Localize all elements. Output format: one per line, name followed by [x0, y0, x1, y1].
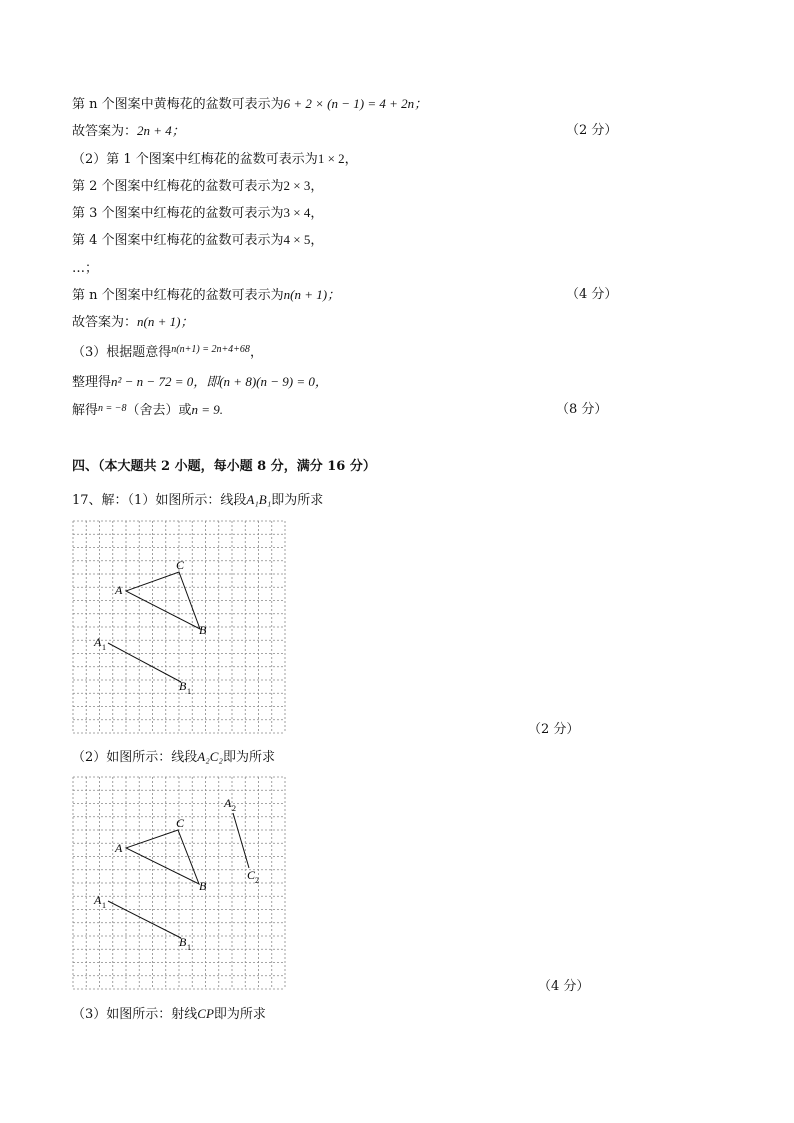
line-equation-setup	[72, 344, 263, 363]
label-a: A	[115, 583, 123, 597]
score-fig2: （4 分）	[538, 979, 590, 994]
label-a1: A	[94, 635, 102, 649]
text-2: 即为所求	[222, 750, 275, 765]
grid-lines	[73, 521, 285, 733]
label-b1-sub: 1	[187, 943, 191, 952]
segment-name: A₂C₂	[197, 749, 223, 764]
formula: 4 × 5，	[283, 232, 324, 247]
answer-line-2	[72, 313, 193, 332]
score-4: （4 分）	[566, 287, 618, 302]
label-c2-sub: 2	[255, 876, 259, 885]
score-8: （8 分）	[556, 402, 608, 417]
ellipsis-line: …；	[72, 261, 99, 276]
label-a2: A	[224, 796, 232, 810]
formula: 2 × 3，	[283, 178, 324, 193]
line-red-plum-3	[72, 204, 323, 223]
text: 解得	[72, 403, 99, 418]
label-a1-sub: 1	[102, 643, 106, 652]
label-a1: A	[94, 893, 102, 907]
text: 17、解：（1）如图所示：线段	[72, 493, 247, 508]
equation: n² − n − 72 = 0，即(n + 8)(n − 9) = 0，	[111, 374, 328, 389]
score-fig1: （2 分）	[528, 722, 580, 737]
q17-part3	[72, 1005, 266, 1024]
triangle-abc	[126, 830, 199, 884]
grid-lines	[73, 777, 285, 989]
line-red-plum-4	[72, 231, 323, 250]
segment-a1b1	[108, 901, 181, 938]
grid-figure-2	[72, 776, 290, 992]
section-heading: 四、（本大题共 2 小题，每小题 8 分，满分 16 分）	[72, 459, 376, 474]
line-red-plum-2	[72, 177, 323, 196]
label-c: C	[176, 816, 185, 830]
segment-a2c2	[233, 813, 249, 868]
grid-figure-1	[72, 520, 290, 736]
formula: 6 + 2 × (n − 1) = 4 + 2n；	[283, 96, 428, 111]
line-red-plum-1	[72, 150, 358, 169]
text: 整理得	[72, 375, 112, 390]
answer-formula: n(n + 1)；	[137, 314, 194, 329]
text: （3）根据题意得	[72, 345, 172, 360]
text-2: （舍去）或	[126, 403, 192, 418]
line-red-plum-n	[72, 286, 340, 305]
text: （3）如图所示：射线	[72, 1007, 198, 1022]
line-solve	[72, 401, 223, 421]
text: （2）如图所示：线段	[72, 750, 198, 765]
answer-label: 故答案为：	[72, 124, 138, 139]
line-simplify	[72, 373, 328, 392]
answer-label: 故答案为：	[72, 315, 138, 330]
formula: 1 × 2，	[317, 151, 358, 166]
line-yellow-plum-nth	[72, 95, 427, 114]
formula: 3 × 4，	[283, 205, 324, 220]
label-a1-sub: 1	[102, 901, 106, 910]
positive-root: n = 9.	[191, 402, 224, 417]
segment-a1b1	[108, 643, 181, 682]
negative-root: n = −8	[98, 403, 127, 414]
label-b1-sub: 1	[187, 687, 191, 696]
text: 第 4 个图案中红梅花的盆数可表示为	[72, 233, 284, 248]
text: （2）第 1 个图案中红梅花的盆数可表示为	[72, 152, 318, 167]
label-c2: C	[247, 868, 256, 882]
label-b1: B	[179, 679, 187, 693]
comma: ，	[249, 345, 263, 360]
formula: n(n + 1)；	[283, 287, 341, 302]
equation: n(n+1) = 2n+4+68	[171, 344, 250, 355]
segment-name: A₁B₁	[246, 492, 272, 507]
text: 第 3 个图案中红梅花的盆数可表示为	[72, 206, 284, 221]
q17-part1	[72, 491, 323, 510]
answer-line-1	[72, 122, 185, 141]
ray-name: CP	[197, 1006, 214, 1021]
label-a: A	[115, 841, 123, 855]
label-c: C	[176, 558, 185, 572]
text-2: 即为所求	[271, 493, 324, 508]
label-b: B	[199, 879, 207, 893]
label-b: B	[199, 623, 207, 637]
q17-part2	[72, 748, 275, 767]
text: 第 n 个图案中黄梅花的盆数可表示为	[72, 97, 284, 112]
label-b1: B	[179, 935, 187, 949]
score-2: （2 分）	[566, 123, 618, 138]
text: 第 2 个图案中红梅花的盆数可表示为	[72, 179, 284, 194]
answer-formula: 2n + 4；	[137, 123, 185, 138]
text: 第 n 个图案中红梅花的盆数可表示为	[72, 288, 284, 303]
label-a2-sub: 2	[232, 804, 236, 813]
text-2: 即为所求	[213, 1007, 266, 1022]
